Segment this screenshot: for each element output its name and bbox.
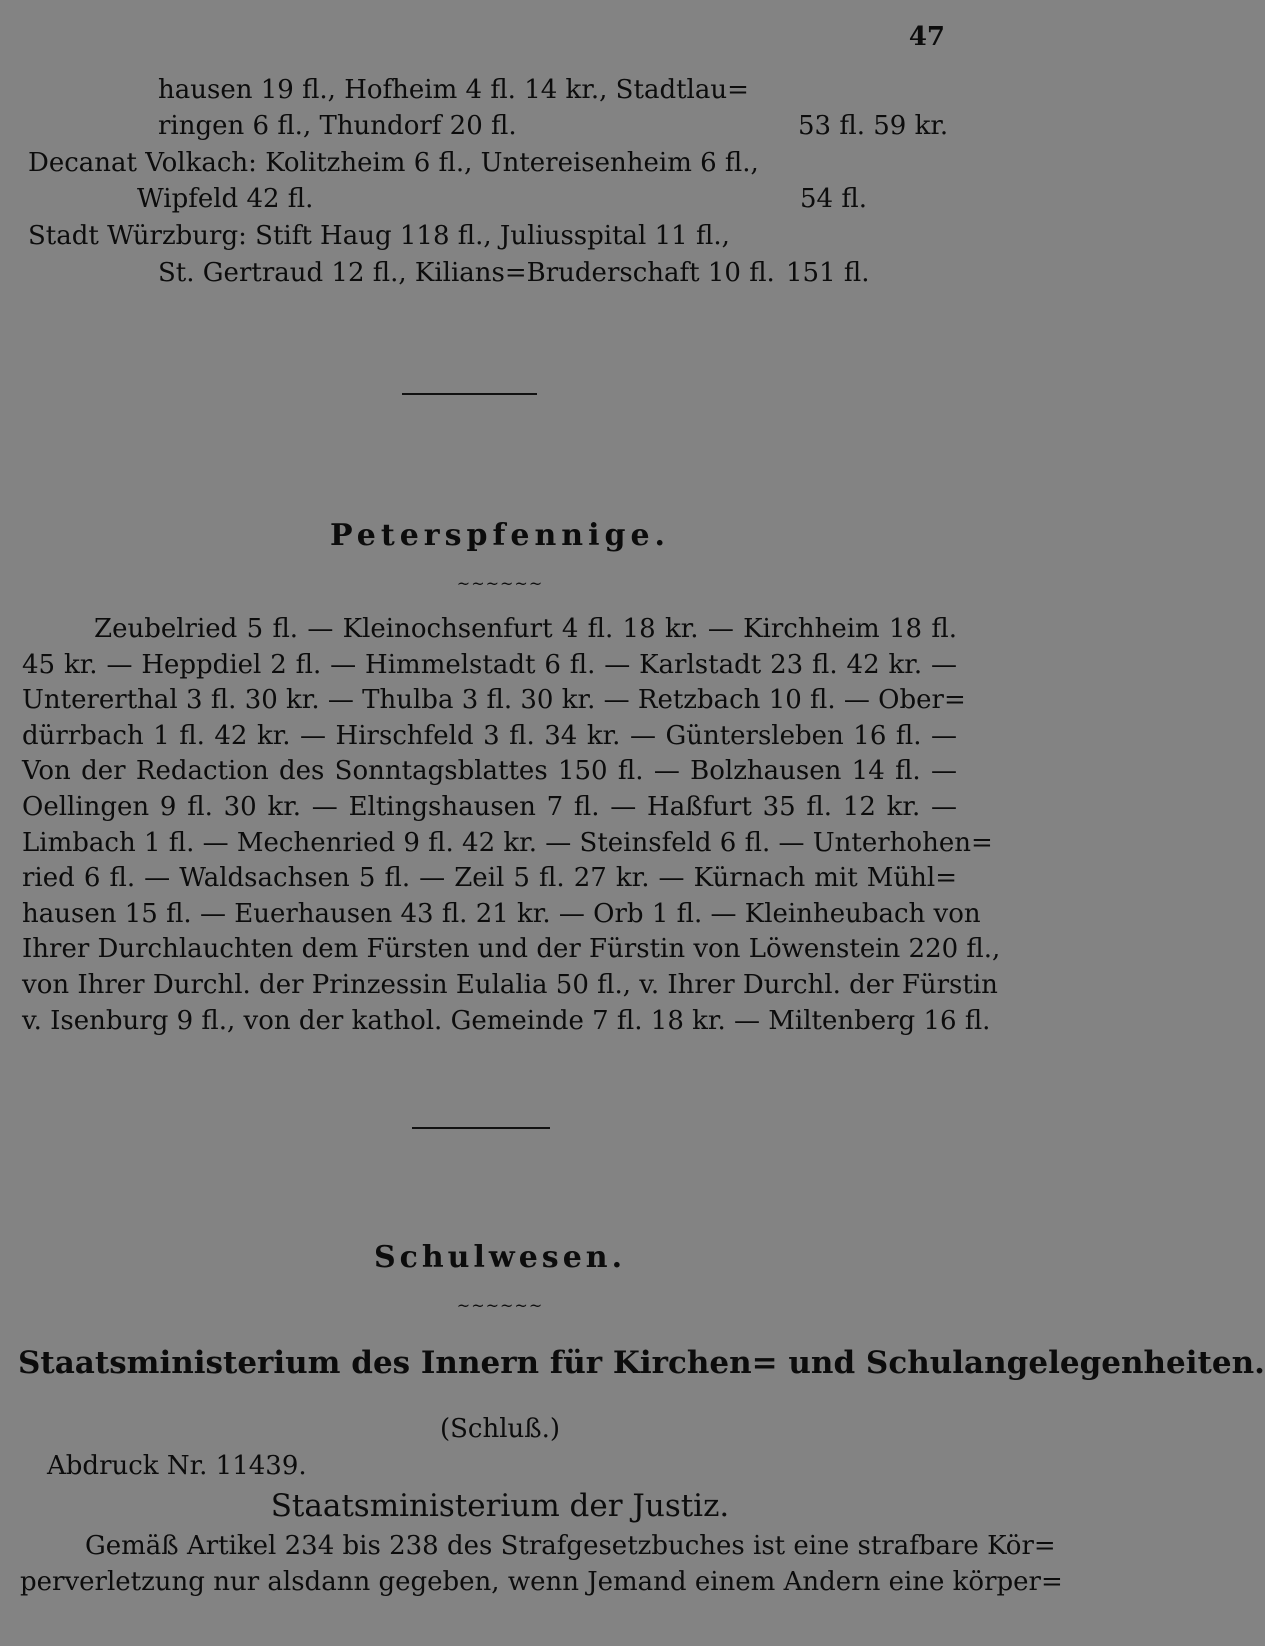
section-heading-peterspfennige: Peterspfennige.	[330, 518, 670, 553]
account-text: ringen 6 fl., Thundorf 20 fl.	[158, 111, 517, 141]
text-line: Oellingen 9 fl. 30 kr. — Eltingshausen 7 fl. — Haßfurt 35 fl. 12 kr. —	[22, 791, 957, 822]
text-line: Ihrer Durchlauchten dem Fürsten und der Fürstin von Löwenstein 220 fl.,	[22, 934, 1001, 965]
heading-ornament: ~~~~~~	[456, 1296, 544, 1315]
text-line: von Ihrer Durchl. der Prinzessin Eulalia 50 fl., v. Ihrer Durchl. der Fürstin	[22, 969, 998, 1000]
text-line: Zeubelried 5 fl. — Kleinochsenfurt 4 fl. 18 kr. — Kirchheim 18 fl.	[94, 614, 957, 644]
heading-ornament: ~~~~~~	[456, 574, 544, 593]
account-row	[0, 148, 1000, 184]
account-text: Decanat Volkach: Kolitzheim 6 fl., Untereisenheim 6 fl.,	[28, 148, 759, 178]
text-line: perverletzung nur alsdann gegeben, wenn Jemand einem Andern eine körper=	[20, 1567, 1063, 1597]
text-line: ried 6 fl. — Waldsachsen 5 fl. — Zeil 5 fl. 27 kr. — Kürnach mit Mühl=	[22, 863, 957, 894]
account-row	[0, 75, 1000, 111]
account-text: St. Gertraud 12 fl., Kilians=Bruderschaft 10 fl.	[158, 258, 775, 288]
account-row	[0, 258, 1000, 294]
page-number: 47	[908, 22, 945, 52]
text-line: Gemäß Artikel 234 bis 238 des Strafgesetzbuches ist eine strafbare Kör=	[85, 1531, 1056, 1561]
account-row	[0, 111, 1000, 147]
text-line: hausen 15 fl. — Euerhausen 43 fl. 21 kr. — Orb 1 fl. — Kleinheubach von	[22, 898, 981, 929]
justice-ministry-title: Staatsministerium der Justiz.	[270, 1488, 730, 1524]
ministry-title: Staatsministerium des Innern für Kirchen= und Schulangelegenheiten.	[18, 1345, 1265, 1381]
account-text: Wipfeld 42 fl.	[137, 184, 314, 214]
account-amount: 54 fl.	[800, 184, 867, 214]
account-amount: 53 fl. 59 kr.	[798, 111, 949, 141]
text-line: 45 kr. — Heppdiel 2 fl. — Himmelstadt 6 fl. — Karlstadt 23 fl. 42 kr. —	[22, 649, 957, 680]
account-row	[0, 184, 1000, 220]
justice-paragraph	[20, 1528, 1063, 1600]
section-heading-schulwesen: Schulwesen.	[373, 1240, 627, 1275]
text-line: dürrbach 1 fl. 42 kr. — Hirschfeld 3 fl. 34 kr. — Güntersleben 16 fl. —	[22, 720, 957, 751]
account-row	[0, 221, 1000, 257]
text-line: Von der Redaction des Sonntagsblattes 150 fl. — Bolzhausen 14 fl. —	[22, 756, 957, 787]
print-reference: Abdruck Nr. 11439.	[47, 1451, 307, 1481]
section-divider	[412, 1127, 550, 1129]
text-line: Limbach 1 fl. — Mechenried 9 fl. 42 kr. — Steinsfeld 6 fl. — Unterhohen=	[22, 827, 993, 858]
conclusion-note: (Schluß.)	[439, 1414, 561, 1444]
text-line: Untererthal 3 fl. 30 kr. — Thulba 3 fl. 30 kr. — Retzbach 10 fl. — Ober=	[22, 685, 966, 716]
account-amount: 151 fl.	[786, 258, 870, 288]
account-text: hausen 19 fl., Hofheim 4 fl. 14 kr., Stadtlau=	[158, 75, 749, 105]
section-divider	[402, 393, 537, 395]
text-line: v. Isenburg 9 fl., von der kathol. Gemeinde 7 fl. 18 kr. — Miltenberg 16 fl.	[22, 1005, 991, 1036]
peterspfennige-paragraph	[22, 612, 1001, 1039]
account-text: Stadt Würzburg: Stift Haug 118 fl., Juliusspital 11 fl.,	[28, 221, 730, 251]
